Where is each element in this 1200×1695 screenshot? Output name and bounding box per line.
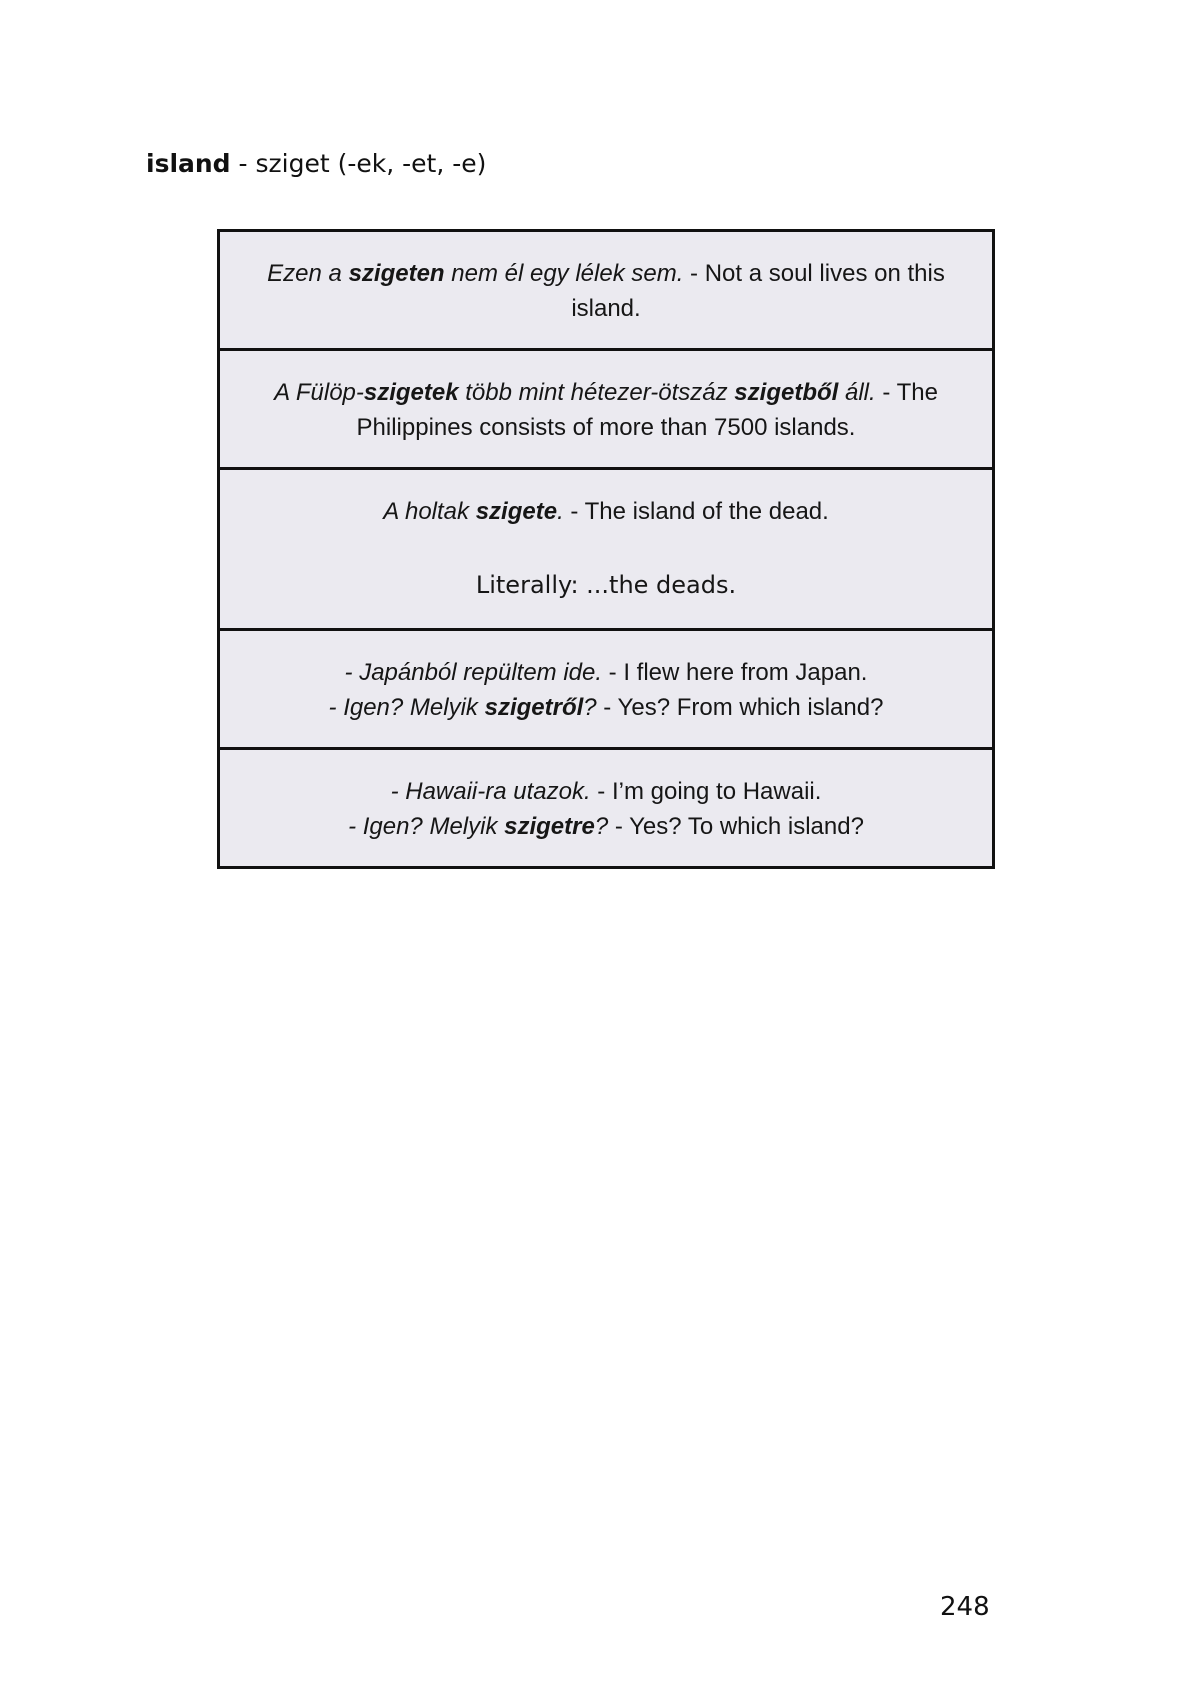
hungarian-sentence [274, 379, 876, 406]
sentence-text: áll. [838, 379, 876, 406]
english-translation: - The Philippines consists of more than 7500 islands. [356, 379, 938, 441]
keyword: szigete [475, 498, 558, 525]
keyword: szigetből [734, 379, 839, 406]
english-translation: - Not a soul lives on this island. [571, 260, 945, 322]
literal-note: Literally: ...the deads. [475, 571, 737, 599]
sentence-text: . [557, 498, 564, 525]
example-cell [219, 749, 994, 868]
headword-translation: sziget (-ek, -et, -e) [255, 149, 487, 178]
example-row [219, 749, 994, 868]
hungarian-sentence [267, 260, 683, 287]
hungarian-sentence: - Japánból repültem ide. [344, 659, 603, 686]
english-translation: - The island of the dead. [563, 498, 829, 525]
sentence-text: Ezen a [267, 260, 349, 287]
example-cell [219, 469, 994, 630]
examples-table [217, 229, 995, 869]
sentence-text: A Fülöp- [274, 379, 364, 406]
dialogue-line [234, 655, 978, 690]
hungarian-sentence: - Hawaii-ra utazok. [390, 778, 591, 805]
english-translation: - Yes? From which island? [596, 694, 884, 721]
sentence-text: - Igen? Melyik [328, 694, 485, 721]
english-translation: - I’m going to Hawaii. [590, 778, 822, 805]
keyword: szigetről [484, 694, 584, 721]
example-row [219, 231, 994, 350]
example-line [234, 494, 978, 529]
hungarian-sentence [348, 813, 608, 840]
dialogue-line [234, 774, 978, 809]
example-cell [219, 231, 994, 350]
example-cell [219, 630, 994, 749]
keyword: szigetre [504, 813, 595, 840]
sentence-text: - Igen? Melyik [348, 813, 505, 840]
example-row [219, 350, 994, 469]
keyword: szigetek [363, 379, 459, 406]
heading-separator: - [230, 149, 256, 178]
dialogue-line [234, 690, 978, 725]
keyword: szigeten [348, 260, 445, 287]
hungarian-sentence [329, 694, 597, 721]
sentence-text: több mint hétezer-ötszáz [458, 379, 735, 406]
headword: island [146, 149, 231, 178]
dialogue-line [234, 809, 978, 844]
english-translation: - I flew here from Japan. [602, 659, 868, 686]
page-number: 248 [940, 1592, 990, 1622]
sentence-text: ? [583, 694, 597, 721]
hungarian-sentence [383, 498, 564, 525]
entry-heading [146, 146, 486, 182]
sentence-text: ? [594, 813, 609, 840]
example-row [219, 469, 994, 630]
example-cell [219, 350, 994, 469]
english-translation: - Yes? To which island? [608, 813, 864, 840]
example-row [219, 630, 994, 749]
sentence-text: nem él egy lélek sem. [444, 260, 684, 287]
sentence-text: A holtak [383, 498, 476, 525]
